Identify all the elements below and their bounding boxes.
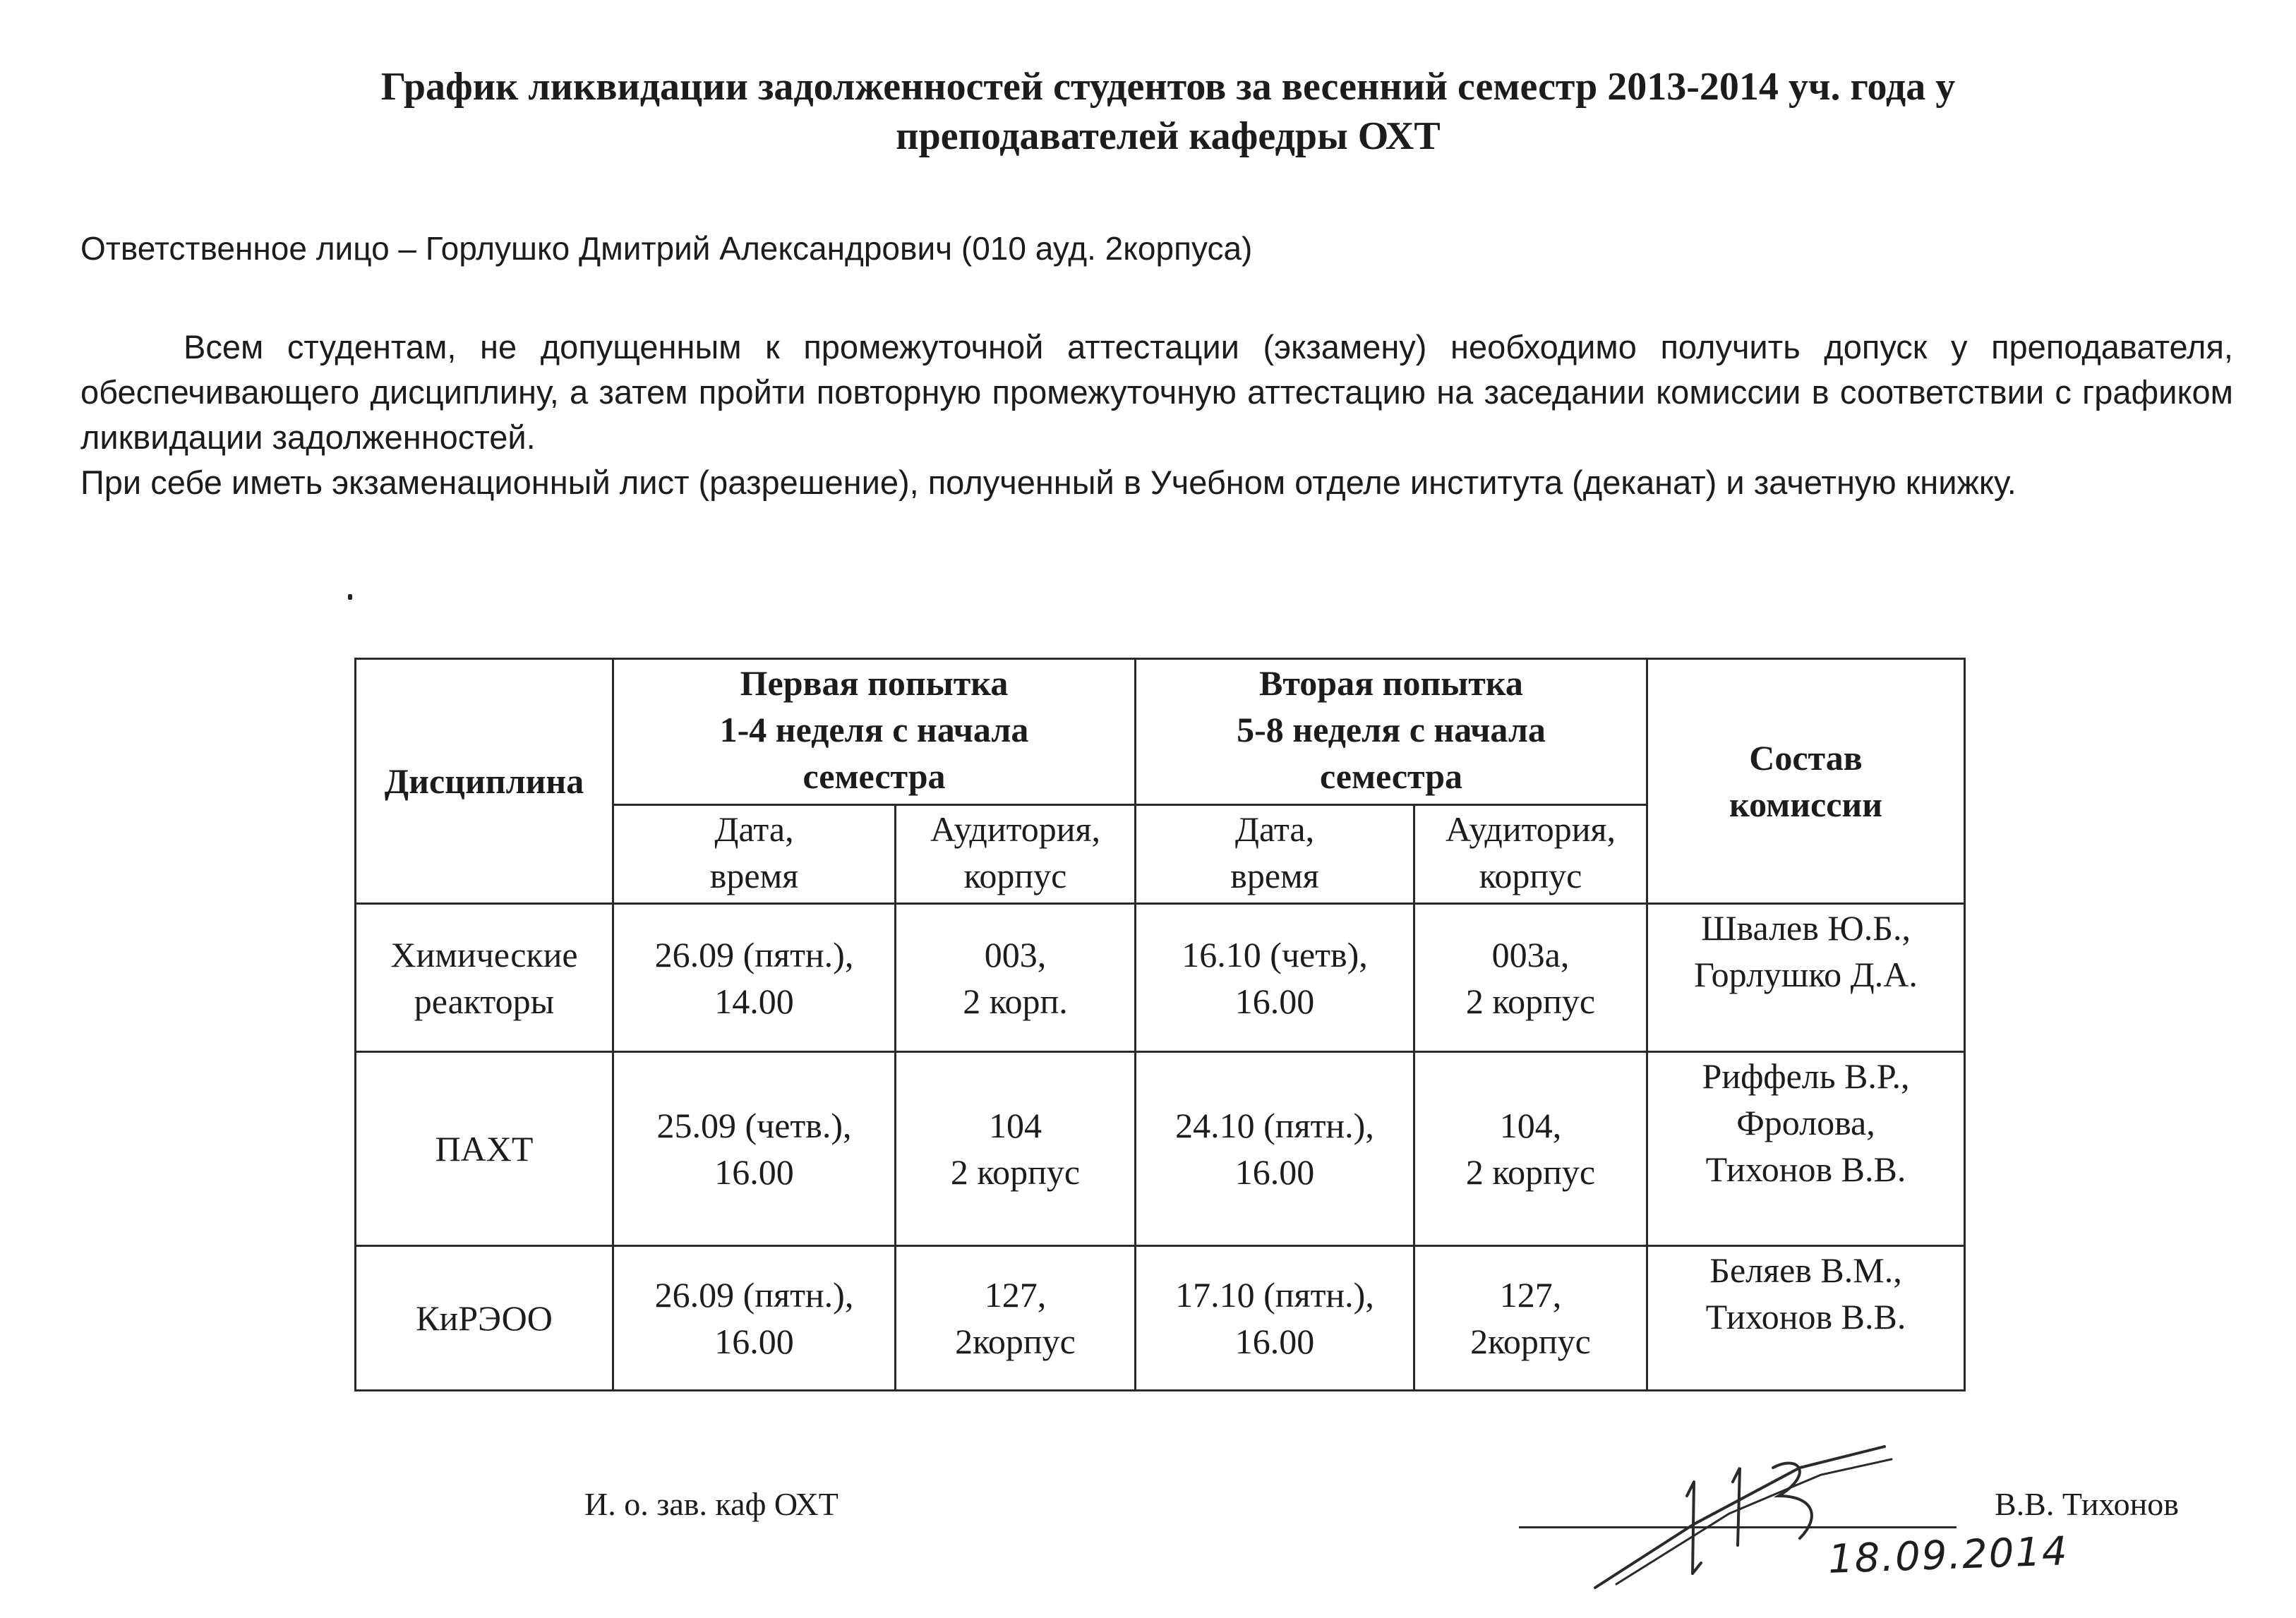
cell-line: 16.00 [1234,1322,1315,1361]
cell-line: 2 корпус [1465,1152,1596,1192]
subheader-line: время [1230,856,1319,895]
cell-line: Горлушко Д.А. [1694,955,1918,994]
cell-line: Тихонов В.В. [1705,1297,1906,1336]
cell-commission [1647,1246,1965,1391]
cell-line: реакторы [414,981,555,1021]
table-header-row [356,659,1965,805]
header-line: Первая попытка [740,663,1009,703]
cell-line: 2 корпус [950,1152,1081,1192]
header-line: Состав [1749,738,1863,778]
subheader-line: время [709,856,799,895]
cell-first-room [896,1052,1136,1246]
title-line-2: преподавателей кафедры ОХТ [896,114,1441,158]
schedule-table [354,658,1966,1391]
cell-line: 2 корп. [963,981,1068,1021]
cell-second-date [1136,904,1414,1052]
cell-line: Швалев Ю.Б., [1701,908,1911,948]
instructions [80,325,2233,505]
stray-mark [348,594,352,600]
cell-line: 104 [989,1106,1042,1145]
cell-first-date [613,1246,896,1391]
cell-line: 16.00 [714,1152,794,1192]
cell-commission [1647,1052,1965,1246]
cell-line: 16.00 [1234,981,1315,1021]
instruction-paragraph-2: При себе иметь экзаменационный лист (разрешение), полученный в Учебном отделе института (деканат) и зачетную книжку. [80,464,2016,501]
cell-line: 16.10 (четв), [1182,934,1368,974]
cell-line: 14.00 [714,981,794,1021]
table-row [356,904,1965,1052]
cell-line: 17.10 (пятн.), [1175,1275,1374,1315]
cell-line: Фролова, [1736,1103,1875,1142]
header-line: семестра [803,756,946,796]
cell-line: 26.09 (пятн.), [654,1275,854,1315]
header-line: семестра [1319,756,1463,796]
cell-line: 127, [984,1275,1047,1315]
cell-second-date [1136,1052,1414,1246]
subheader-line: Дата, [714,809,794,849]
subheader-room [896,805,1136,904]
signatory-position: И. о. зав. каф ОХТ [584,1486,839,1522]
cell-line: Химические [390,934,578,974]
cell-line: 003, [984,934,1047,974]
header-line: 1-4 неделя с начала [719,710,1029,749]
cell-first-date [613,904,896,1052]
instruction-paragraph-1: Всем студентам, не допущенным к промежуточной аттестации (экзамену) необходимо получить допуск у преподавателя, обеспечивающего дисциплину, а затем пройти повторную промежуточную аттестацию на заседании комиссии в соответствии с графиком ликвидации задолженностей. [80,328,2233,456]
subheader-date-time [1136,805,1414,904]
cell-discipline [356,1052,613,1246]
subheader-line: Аудитория, [1445,809,1616,849]
cell-line: 2корпус [955,1322,1076,1361]
cell-second-room [1414,1052,1647,1246]
header-first-attempt [613,659,1136,805]
cell-line: 25.09 (четв.), [656,1106,852,1145]
handwritten-date: 18.09.2014 [1827,1528,2069,1583]
cell-discipline [356,904,613,1052]
header-line: комиссии [1729,785,1883,824]
cell-second-room [1414,1246,1647,1391]
header-second-attempt [1136,659,1647,805]
cell-line: ПАХТ [435,1129,534,1169]
cell-line: Риффель В.Р., [1702,1056,1910,1096]
cell-line: 2 корпус [1465,981,1596,1021]
cell-discipline [356,1246,613,1391]
subheader-line: Аудитория, [930,809,1101,849]
cell-line: 16.00 [1234,1152,1315,1192]
header-line: Вторая попытка [1259,663,1523,703]
cell-line: КиРЭОО [416,1298,553,1338]
cell-line: 2корпус [1470,1322,1591,1361]
subheader-line: корпус [963,856,1067,895]
cell-line: Тихонов В.В. [1705,1149,1906,1189]
header-commission [1647,659,1965,904]
cell-second-date [1136,1246,1414,1391]
header-discipline: Дисциплина [356,659,613,904]
cell-line: Беляев В.М., [1709,1250,1902,1290]
document-title [92,62,2244,161]
cell-line: 16.00 [714,1322,794,1361]
cell-line: 26.09 (пятн.), [654,934,854,974]
subheader-room [1414,805,1647,904]
cell-line: 127, [1499,1275,1562,1315]
subheader-line: корпус [1479,856,1582,895]
subheader-line: Дата, [1234,809,1315,849]
cell-second-room [1414,904,1647,1052]
table-row [356,1052,1965,1246]
header-line: 5-8 неделя с начала [1237,710,1546,749]
signatory-name: В.В. Тихонов [1995,1486,2180,1522]
responsible-person: Ответственное лицо – Горлушко Дмитрий Александрович (010 ауд. 2корпуса) [80,230,1253,267]
cell-first-room [896,904,1136,1052]
cell-first-room [896,1246,1136,1391]
subheader-date-time [613,805,896,904]
cell-first-date [613,1052,896,1246]
cell-commission [1647,904,1965,1052]
cell-line: 104, [1499,1106,1562,1145]
table-row [356,1246,1965,1391]
cell-line: 003а, [1491,934,1570,974]
title-line-1: График ликвидации задолженностей студентов за весенний семестр 2013-2014 уч. года у [380,65,1956,109]
cell-line: 24.10 (пятн.), [1175,1106,1374,1145]
